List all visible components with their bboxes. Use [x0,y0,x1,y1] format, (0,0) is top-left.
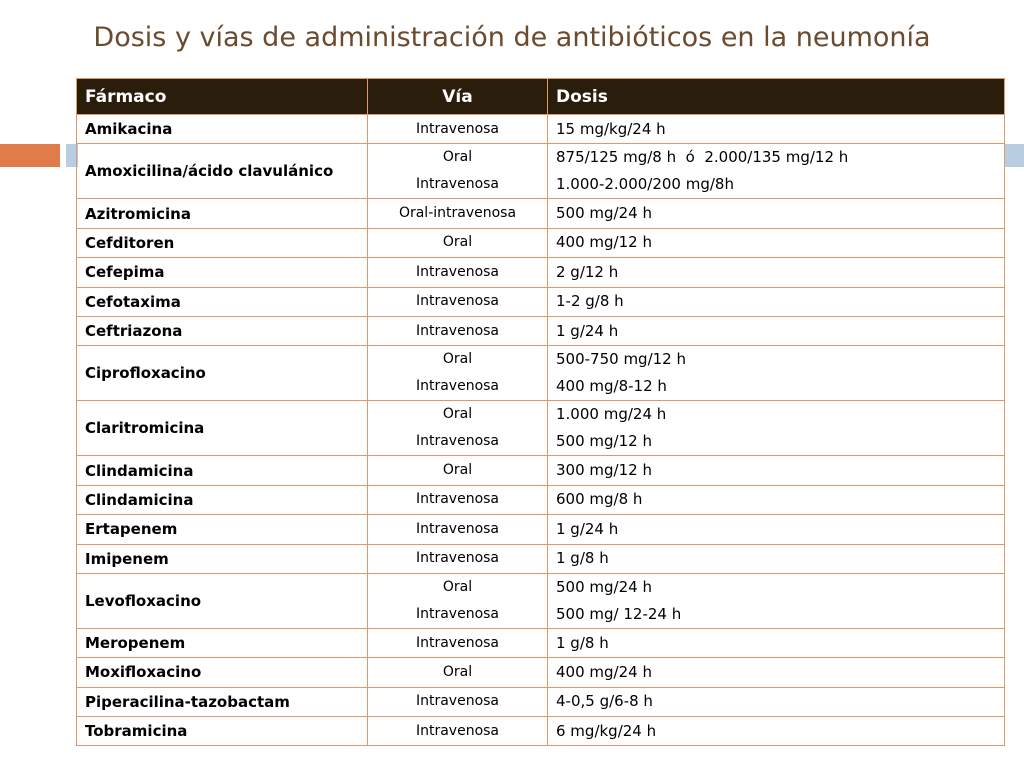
antibiotics-table-container [76,78,1004,746]
dose-text: 300 mg/12 h [556,461,652,480]
dose-cell [548,456,1005,485]
route-cell [368,287,548,316]
route-cell [368,144,548,199]
table-row [77,258,1005,287]
route-text: Intravenosa [415,693,500,710]
route-cell [368,658,548,687]
route-text: Oral [442,663,473,680]
drug-name-cell: Clindamicina [77,456,368,485]
dose-text: 600 mg/8 h [556,490,643,509]
route-text: Oral [442,406,473,423]
route-text: Intravenosa [415,263,500,280]
dose-cell [548,485,1005,514]
route-text: Oral [442,234,473,251]
route-cell [368,401,548,456]
drug-name-cell: Azitromicina [77,199,368,228]
table-row [77,628,1005,657]
route-cell [368,717,548,746]
table-row [77,515,1005,544]
accent-bar-blue-right [1004,144,1024,167]
header-via: Vía [368,79,548,115]
drug-name-cell: Levofloxacino [77,573,368,628]
dose-text: 1 g/24 h [556,321,619,340]
drug-name-cell: Amoxicilina/ácido clavulánico [77,144,368,199]
route-text: Intravenosa [415,433,500,450]
route-cell [368,228,548,257]
drug-name-cell: Tobramicina [77,717,368,746]
dose-text: 2 g/12 h [556,262,619,281]
dose-text: 6 mg/kg/24 h [556,721,657,740]
dose-cell [548,346,1005,401]
drug-name-cell: Cefotaxima [77,287,368,316]
route-cell [368,316,548,345]
route-text: Intravenosa [415,120,500,137]
table-row [77,717,1005,746]
antibiotics-table [76,78,1005,746]
drug-name-cell: Ceftriazona [77,316,368,345]
drug-name-cell: Claritromicina [77,401,368,456]
route-text: Oral [442,578,473,595]
table-row [77,573,1005,628]
table-row [77,544,1005,573]
route-cell [368,199,548,228]
route-text: Oral [442,351,473,368]
dose-cell [548,228,1005,257]
route-text: Intravenosa [415,520,500,537]
table-row [77,687,1005,716]
table-row [77,316,1005,345]
drug-name-cell: Moxifloxacino [77,658,368,687]
dose-cell [548,573,1005,628]
dose-text: 1.000 mg/24 h [556,405,667,424]
header-farmaco: Fármaco [77,79,368,115]
table-row [77,485,1005,514]
dose-text: 500 mg/24 h [556,577,652,596]
dose-cell [548,144,1005,199]
route-cell [368,687,548,716]
dose-cell [548,515,1005,544]
dose-text: 15 mg/kg/24 h [556,119,666,138]
route-cell [368,628,548,657]
dose-text: 1.000-2.000/200 mg/8h [556,175,734,194]
table-row [77,658,1005,687]
dose-cell [548,658,1005,687]
dose-text: 400 mg/24 h [556,662,652,681]
dose-cell [548,258,1005,287]
drug-name-cell: Piperacilina-tazobactam [77,687,368,716]
route-cell [368,515,548,544]
route-text: Intravenosa [415,176,500,193]
dose-text: 4-0,5 g/6-8 h [556,692,653,711]
dose-text: 1-2 g/8 h [556,292,624,311]
dose-text: 500-750 mg/12 h [556,350,686,369]
route-text: Intravenosa [415,378,500,395]
dose-cell [548,316,1005,345]
route-text: Intravenosa [415,293,500,310]
accent-bar-orange [0,144,60,167]
dose-cell [548,199,1005,228]
table-row [77,287,1005,316]
table-row [77,456,1005,485]
route-text: Intravenosa [415,605,500,622]
dose-text: 875/125 mg/8 h ó 2.000/135 mg/12 h [556,148,849,167]
drug-name-cell: Cefepima [77,258,368,287]
drug-name-cell: Clindamicina [77,485,368,514]
route-text: Intravenosa [415,722,500,739]
table-row [77,199,1005,228]
route-cell [368,346,548,401]
dose-text: 1 g/8 h [556,549,609,568]
slide-title: Dosis y vías de administración de antibióticos en la neumonía [93,22,931,53]
route-text: Intravenosa [415,550,500,567]
route-text: Intravenosa [415,322,500,339]
drug-name-cell: Ertapenem [77,515,368,544]
route-cell [368,115,548,144]
table-body [77,115,1005,746]
route-text: Oral [442,462,473,479]
dose-cell [548,401,1005,456]
route-cell [368,485,548,514]
dose-cell [548,544,1005,573]
drug-name-cell: Imipenem [77,544,368,573]
route-text: Oral-intravenosa [398,205,517,222]
dose-cell [548,717,1005,746]
dose-cell [548,287,1005,316]
dose-text: 1 g/8 h [556,633,609,652]
route-cell [368,456,548,485]
dose-cell [548,628,1005,657]
drug-name-cell: Meropenem [77,628,368,657]
route-text: Intravenosa [415,491,500,508]
dose-text: 400 mg/12 h [556,233,652,252]
drug-name-cell: Amikacina [77,115,368,144]
table-row [77,144,1005,199]
header-dosis: Dosis [548,79,1005,115]
dose-text: 500 mg/12 h [556,432,652,451]
dose-cell [548,115,1005,144]
drug-name-cell: Ciprofloxacino [77,346,368,401]
dose-cell [548,687,1005,716]
route-text: Oral [442,149,473,166]
dose-text: 500 mg/24 h [556,204,652,223]
route-cell [368,573,548,628]
table-row [77,115,1005,144]
dose-text: 400 mg/8-12 h [556,377,667,396]
table-row [77,228,1005,257]
table-row [77,401,1005,456]
drug-name-cell: Cefditoren [77,228,368,257]
route-cell [368,258,548,287]
route-cell [368,544,548,573]
dose-text: 1 g/24 h [556,519,619,538]
dose-text: 500 mg/ 12-24 h [556,604,682,623]
table-header-row [77,79,1005,115]
route-text: Intravenosa [415,634,500,651]
table-row [77,346,1005,401]
